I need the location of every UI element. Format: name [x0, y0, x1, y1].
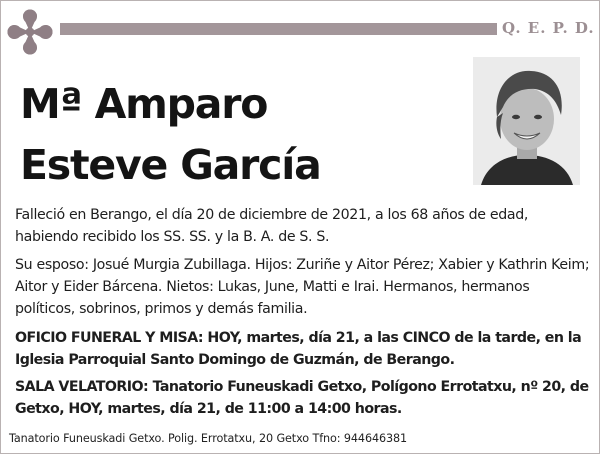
funeral-text: OFICIO FUNERAL Y MISA: HOY, martes, día 21, a las CINCO de la tarde, en la Iglesia Parroquial Santo Domingo de Guzmán, de Berango.	[15, 330, 582, 368]
header-rule	[60, 23, 497, 35]
deceased-name-line1: Mª Amparo	[20, 80, 268, 128]
lauburu-icon	[5, 7, 55, 57]
footer-contact: Tanatorio Funeuskadi Getxo. Polig. Errotatxu, 20 Getxo Tfno: 944646381	[9, 432, 408, 445]
qepd-badge: Q. E. P. D.	[502, 19, 595, 37]
family-text: Su esposo: Josué Murgia Zubillaga. Hijos: Zuriñe y Aitor Pérez; Xabier y Kathrin Keim; Aitor y Eider Bárcena. Nietos: Lukas, June, Matti e Irai. Hermanos, hermanos políticos, sobrinos, primos y demás familia.	[15, 257, 590, 317]
death-notice-text: Falleció en Berango, el día 20 de diciembre de 2021, a los 68 años de edad, habiendo recibido los SS. SS. y la B. A. de S. S.	[15, 207, 529, 245]
deceased-name-line2: Esteve García	[20, 141, 321, 189]
portrait-photo	[473, 57, 580, 185]
wake-text: SALA VELATORIO: Tanatorio Funeuskadi Getxo, Polígono Errotatxu, nº 20, de Getxo, HOY, martes, día 21, de 11:00 a 14:00 horas.	[15, 379, 589, 417]
